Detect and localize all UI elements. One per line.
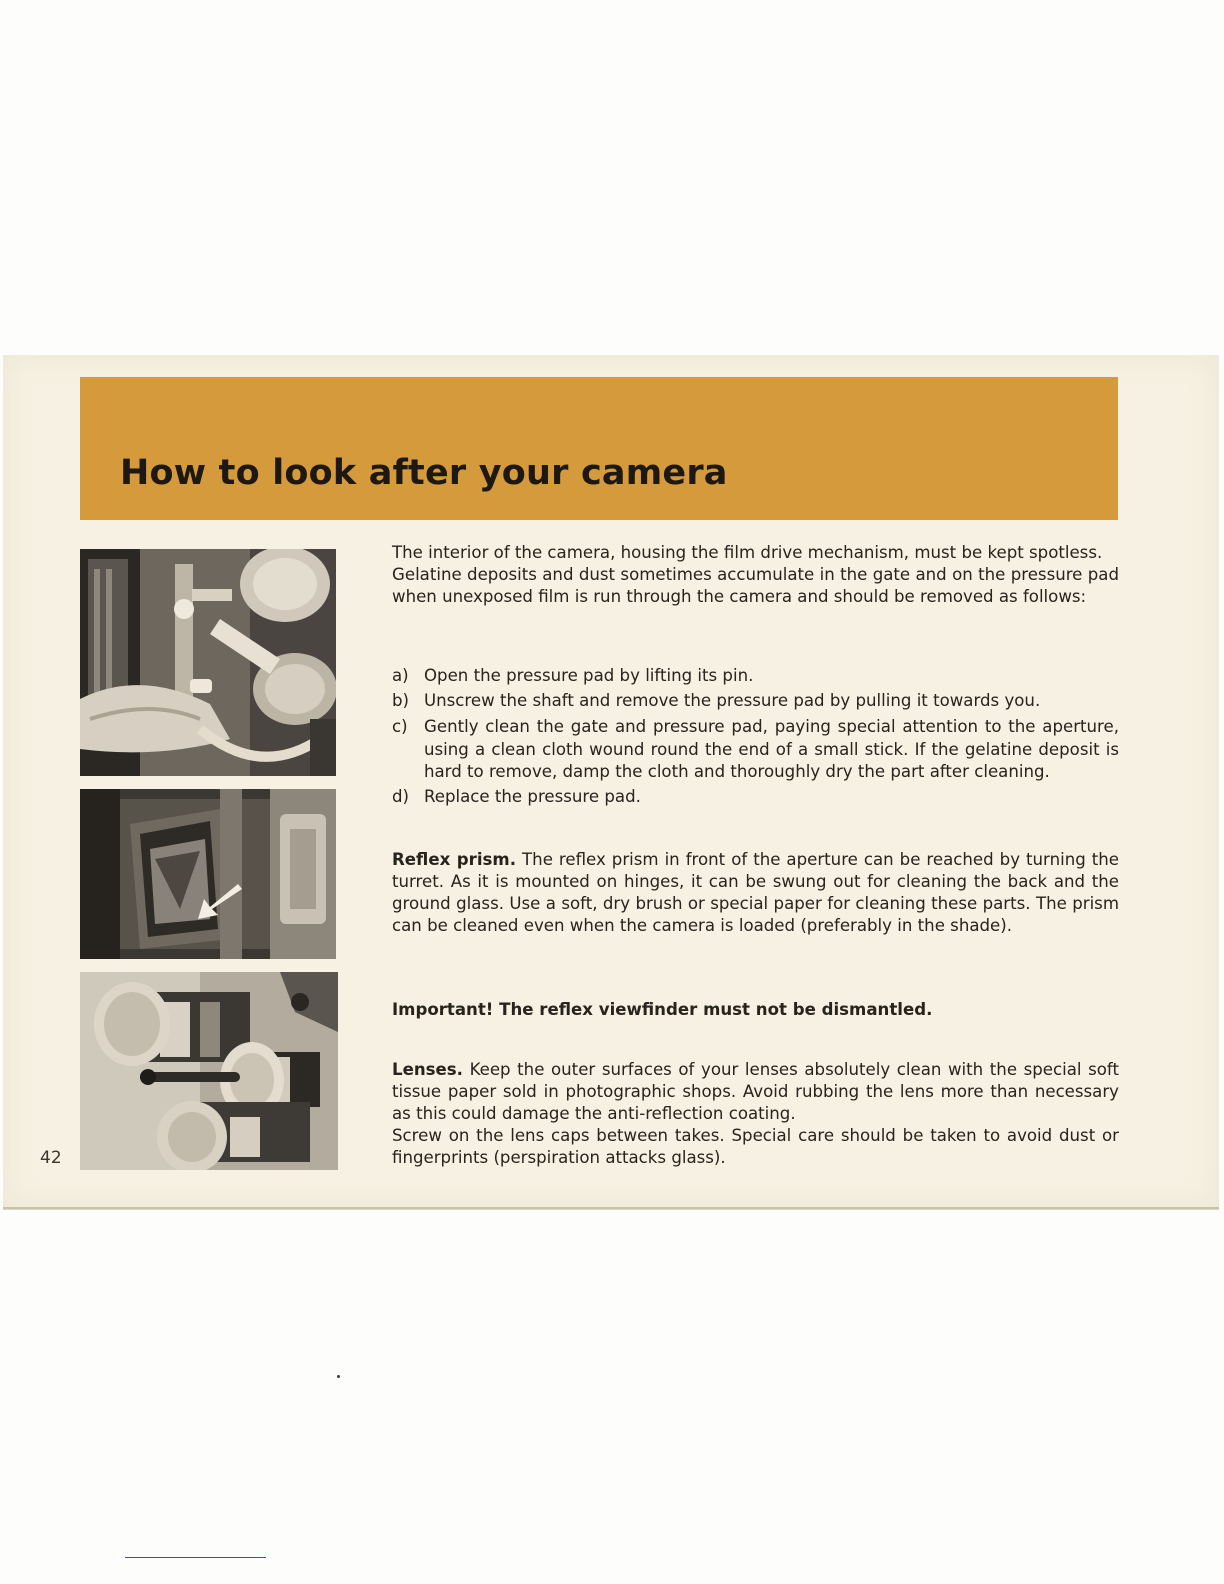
title-banner (80, 377, 1118, 520)
list-item (392, 716, 1119, 784)
intro-paragraph-1: The interior of the camera, housing the film drive mechanism, must be kept spotless. (392, 543, 1103, 562)
intro-text (392, 542, 1119, 608)
list-item (392, 786, 1119, 809)
page-number: 42 (40, 1148, 62, 1168)
lenses-text-2: Screw on the lens caps between takes. Special care should be taken to avoid dust or fingerprints (perspiration attacks glass). (392, 1126, 1119, 1167)
intro-paragraph-2: Gelatine deposits and dust sometimes accumulate in the gate and on the pressure pad when unexposed film is run through the camera and should be removed as follows: (392, 565, 1119, 606)
list-item-letter: a) (392, 666, 409, 685)
list-item-letter: c) (392, 717, 408, 736)
photo-lenses (80, 972, 338, 1170)
list-item-letter: d) (392, 787, 410, 806)
manual-page (3, 355, 1219, 1209)
page-title: How to look after your camera (120, 453, 728, 493)
list-item-text: Replace the pressure pad. (424, 787, 641, 806)
reflex-prism-text: The reflex prism in front of the aperture can be reached by turning the turret. As it is mounted on hinges, it can be swung out for cleaning the back and the ground glass. Use a soft, dry brush or special paper for cleaning these parts. The prism can be cleaned even when the camera is loaded (preferably in the shade). (392, 850, 1119, 935)
list-item-text: Unscrew the shaft and remove the pressure pad by pulling it towards you. (424, 691, 1041, 710)
important-warning: Important! The reflex viewfinder must not be dismantled. (392, 1000, 933, 1019)
lenses-text: Keep the outer surfaces of your lenses absolutely clean with the special soft tissue paper sold in photographic shops. Avoid rubbing the lens more than necessary as this could damage the anti-reflection coating. (392, 1060, 1119, 1123)
lenses-section (392, 1059, 1119, 1169)
scan-speck (337, 1375, 340, 1378)
reflex-prism-section (392, 849, 1119, 937)
list-item-text: Gently clean the gate and pressure pad, paying special attention to the aperture, using a clean cloth wound round the end of a small stick. If the gelatine deposit is hard to remove, damp the cloth and thoroughly dry the part after cleaning. (424, 717, 1119, 781)
list-item (392, 690, 1119, 713)
list-item-text: Open the pressure pad by lifting its pin. (424, 666, 754, 685)
photo-pressure-pad (80, 549, 336, 776)
list-item (392, 665, 1119, 688)
photo-reflex-prism (80, 789, 336, 959)
blue-rule (125, 1557, 266, 1558)
list-item-letter: b) (392, 691, 410, 710)
lenses-heading: Lenses. (392, 1060, 463, 1079)
reflex-prism-heading: Reflex prism. (392, 850, 517, 869)
